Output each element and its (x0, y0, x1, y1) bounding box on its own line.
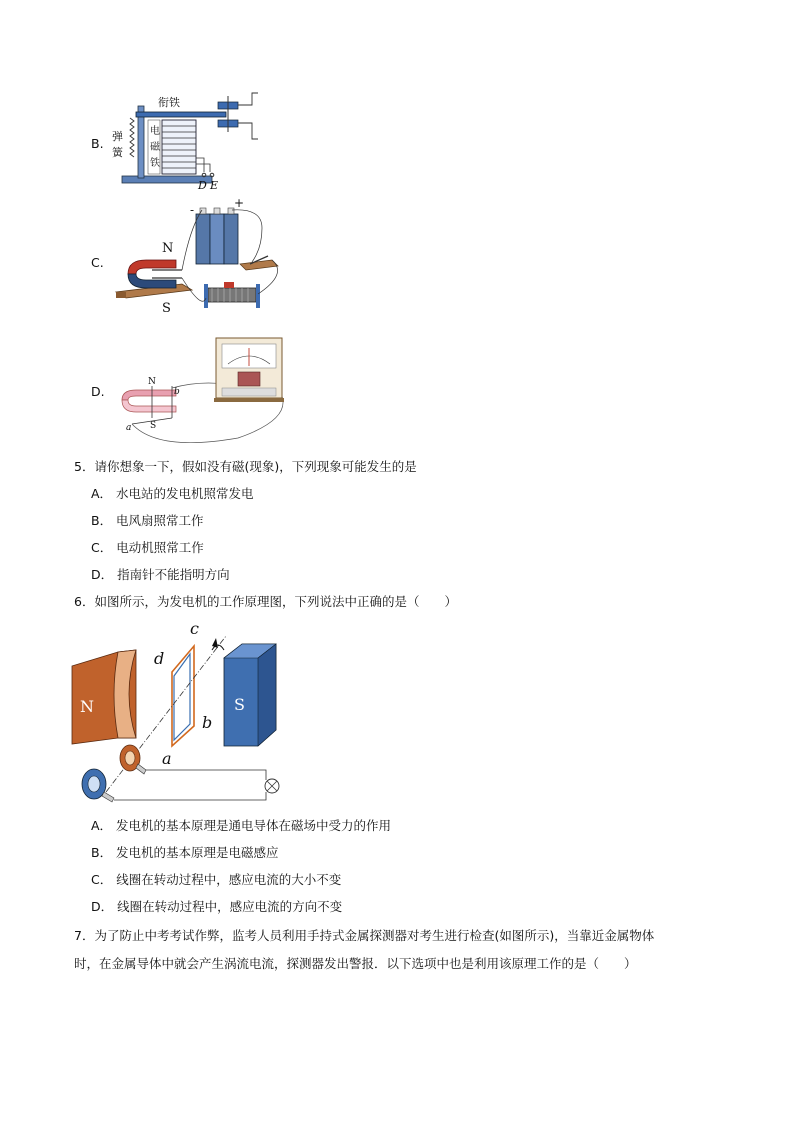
option-d-label: D. (91, 384, 105, 399)
magnet-s-label: S (162, 301, 171, 316)
core-label-3: 铁 (150, 158, 160, 169)
q5-option-c: C． 电动机照常工作 (91, 540, 204, 555)
relay-figure (112, 88, 262, 192)
q6-stem: 6．如图所示，为发电机的工作原理图，下列说法中正确的是（ ） (74, 594, 457, 609)
spring-label-1: 弹 (112, 130, 123, 143)
motor-circuit-figure (112, 198, 288, 324)
battery-plus-label: + (234, 198, 245, 210)
magnet-n-label: N (148, 377, 156, 387)
core-label-1: 电 (150, 126, 160, 137)
armature-label: 衔铁 (158, 96, 180, 109)
battery-minus-label: - (190, 203, 195, 217)
q6-option-d: D． 线圈在转动过程中，感应电流的方向不变 (91, 899, 343, 914)
q6-option-b: B． 发电机的基本原理是电磁感应 (91, 845, 279, 860)
q7-stem-line-2: 时，在金属导体中就会产生涡流电流，探测器发出警报．以下选项中也是利用该原理工作的是（ ） (74, 956, 637, 971)
q5-option-d: D． 指南针不能指明方向 (91, 567, 230, 582)
option-b-label: B. (91, 136, 104, 151)
magnet-n-label: N (162, 241, 174, 256)
terminal-d-label: D (198, 179, 207, 192)
core-label-2: 磁 (150, 142, 160, 153)
coil-c-label: c (190, 619, 199, 638)
q5-option-b: B． 电风扇照常工作 (91, 513, 204, 528)
galvanometer-figure (118, 334, 288, 446)
magnet-s-label: S (234, 695, 245, 714)
option-c-label: C. (91, 255, 104, 270)
q5-stem: 5．请你想象一下，假如没有磁(现象)，下列现象可能发生的是 (74, 459, 417, 474)
coil-a-label: a (162, 749, 172, 768)
q6-option-a: A． 发电机的基本原理是通电导体在磁场中受力的作用 (91, 818, 392, 833)
magnet-s-label: S (150, 421, 157, 431)
spring-label-2: 簧 (112, 146, 123, 159)
coil-d-label: d (154, 649, 165, 668)
q5-option-a: A． 水电站的发电机照常发电 (91, 486, 254, 501)
generator-figure (66, 614, 298, 808)
terminal-e-label: E (210, 179, 219, 192)
coil-b-label: b (202, 713, 213, 732)
magnet-n-label: N (80, 697, 94, 716)
q7-stem-line-1: 7．为了防止中考考试作弊，监考人员利用手持式金属探测器对考生进行检查(如图所示)，当靠近金属物体 (74, 928, 655, 943)
q6-option-c: C． 线圈在转动过程中，感应电流的大小不变 (91, 872, 342, 887)
conductor-b-label: b (174, 387, 180, 397)
conductor-a-label: a (126, 423, 132, 433)
